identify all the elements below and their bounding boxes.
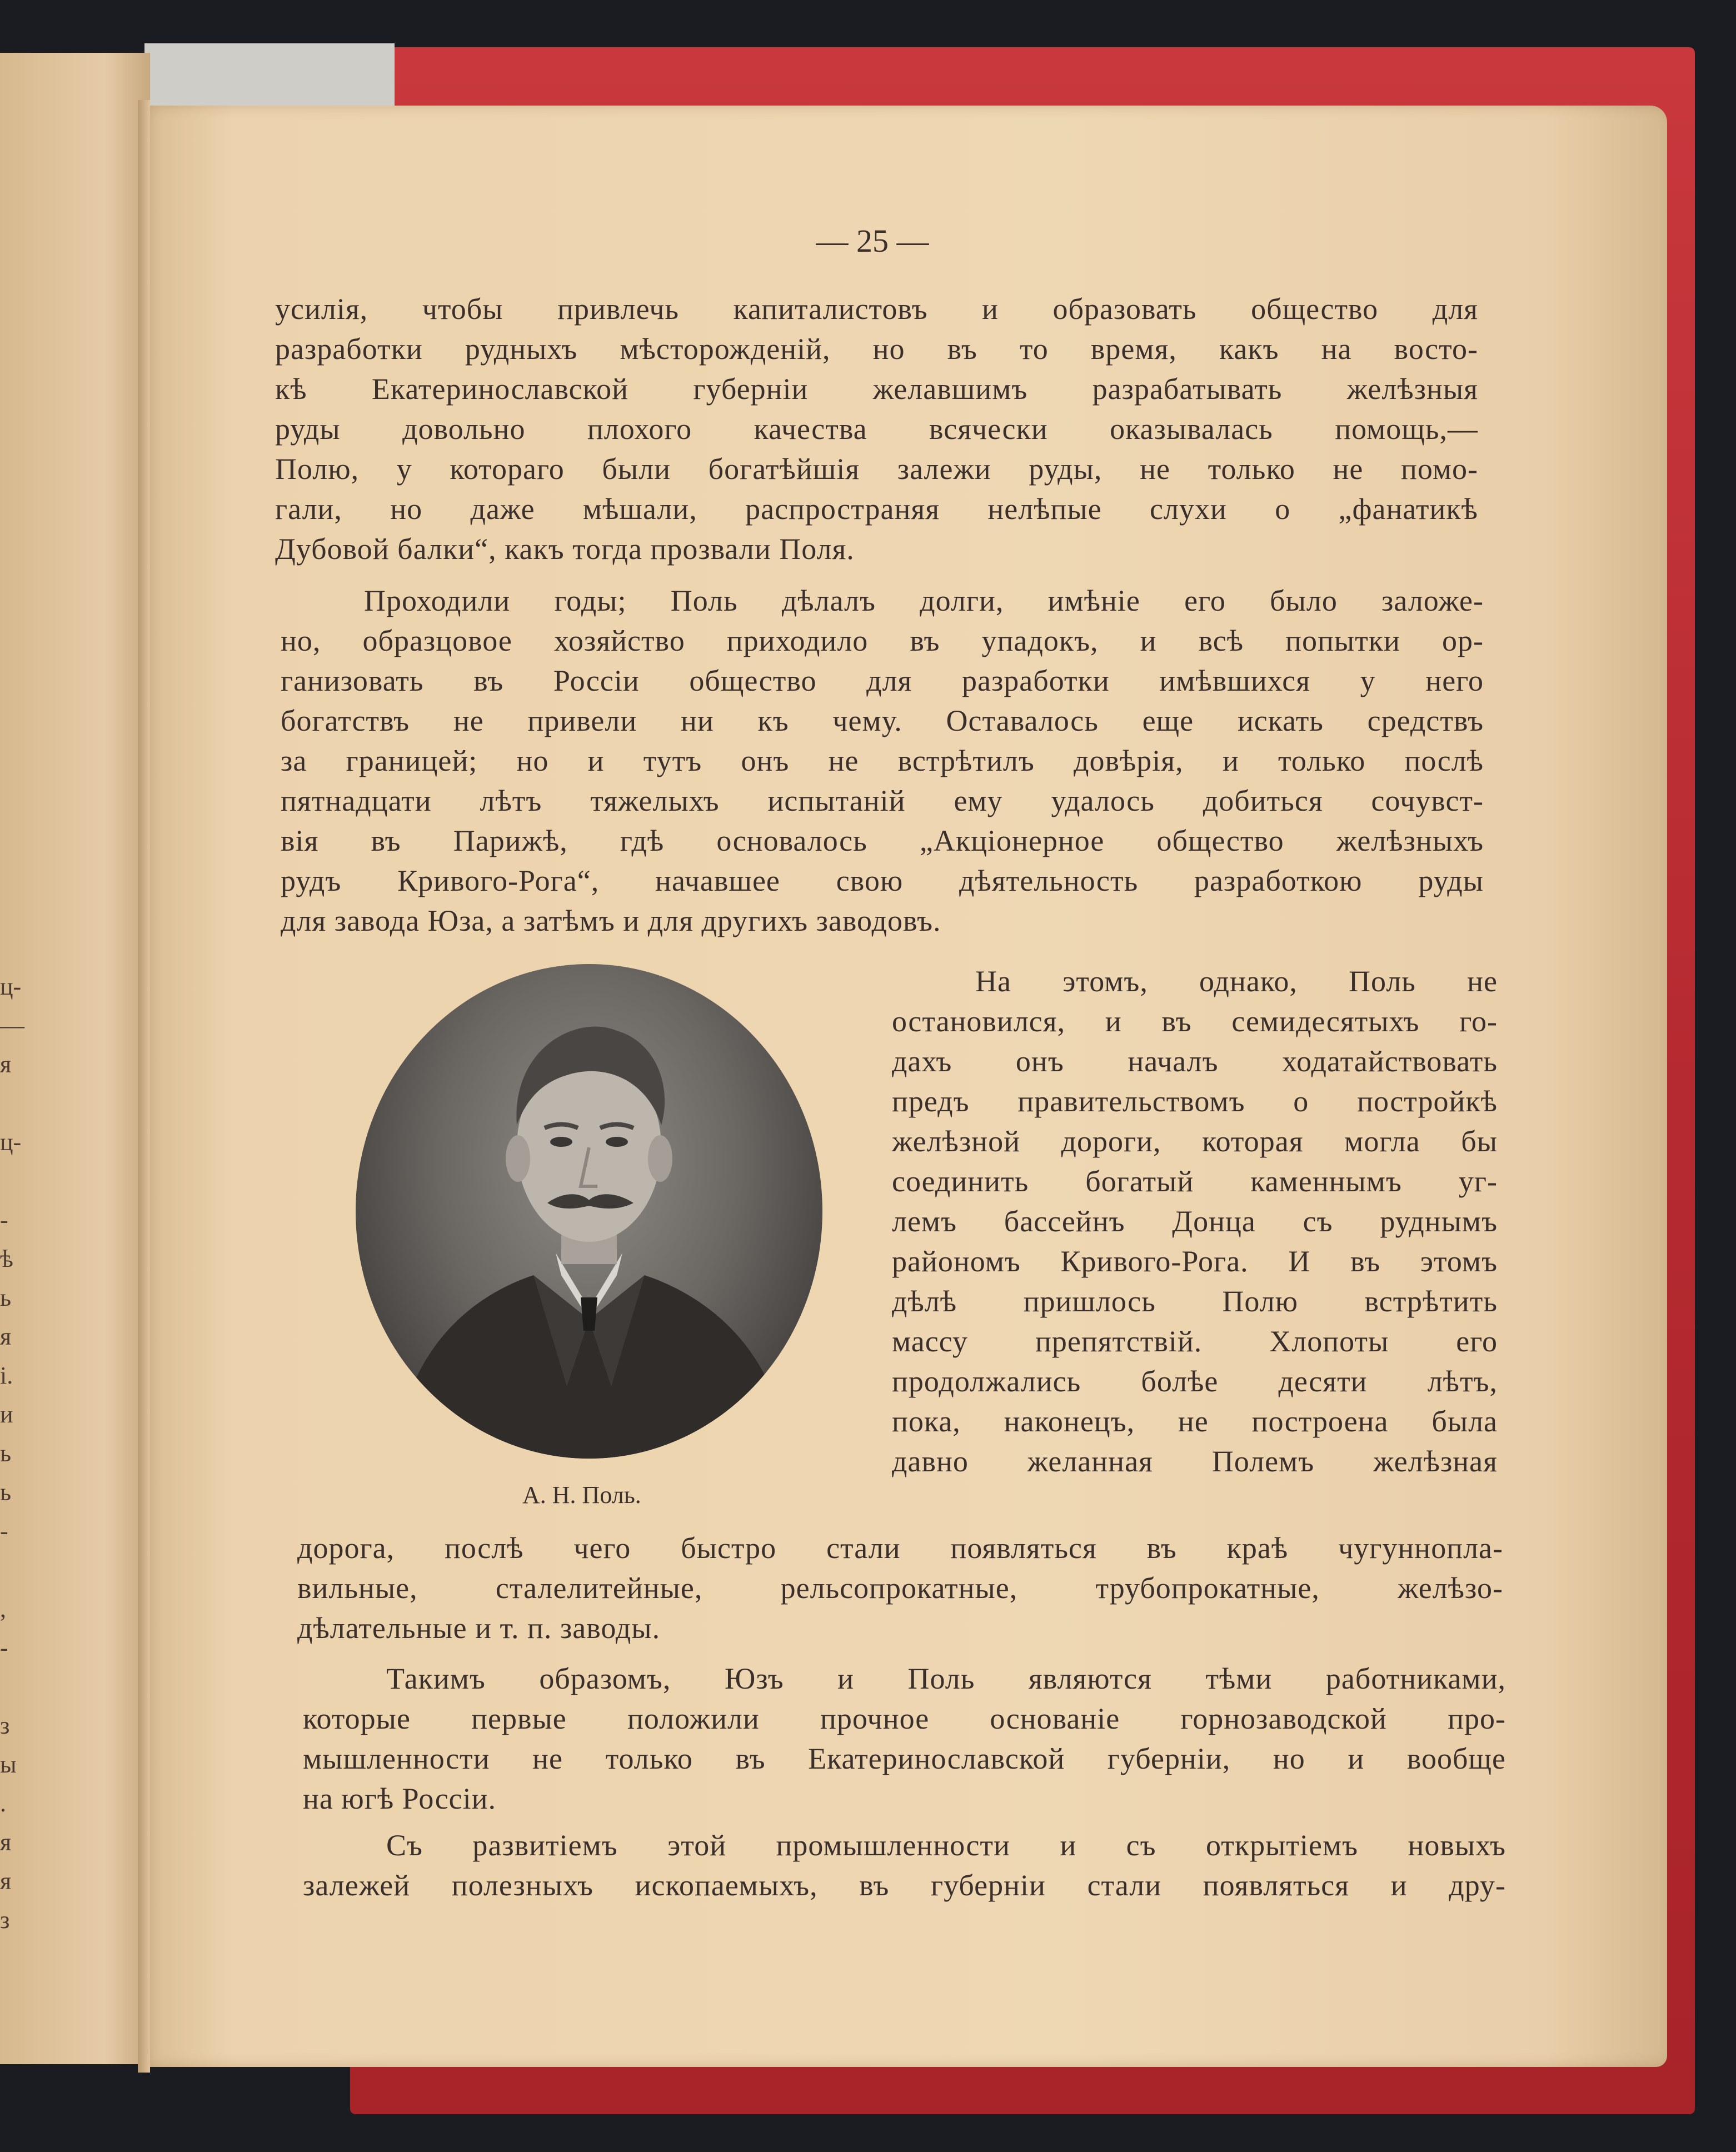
portrait-caption: А. Н. Поль.: [522, 1481, 641, 1509]
text-line: рудъ Кривого-Рога“, начавшее свою дѣятельность разработкою руды: [281, 864, 1484, 897]
left-page: [0, 53, 150, 2064]
text-line: На этомъ, однако, Поль не: [975, 965, 1498, 998]
paragraph-3-column: [892, 961, 1498, 1481]
portrait-photo: [356, 964, 822, 1459]
text-line: дѣлательные и т. п. заводы.: [297, 1611, 661, 1645]
left-margin-fragment: ,: [0, 1595, 6, 1622]
left-margin-fragment: .: [0, 1790, 6, 1817]
left-margin-fragment: я: [0, 1051, 12, 1078]
left-margin-fragment: з: [0, 1712, 10, 1739]
text-line: Съ развитіемъ этой промышленности и съ открытіемъ новыхъ: [386, 1829, 1506, 1862]
left-margin-fragment: ы: [0, 1751, 17, 1778]
left-margin-fragment: я: [0, 1868, 12, 1895]
text-line: массу препятствій. Хлопоты его: [892, 1325, 1498, 1358]
text-line: соединить богатый каменнымъ уг-: [892, 1165, 1498, 1198]
left-margin-fragment: і.: [0, 1362, 13, 1389]
text-line: богатствъ не привели ни къ чему. Оставалось еще искать средствъ: [281, 704, 1484, 737]
left-margin-fragment: —: [0, 1012, 24, 1039]
text-line: Такимъ образомъ, Юзъ и Поль являются тѣми работниками,: [386, 1662, 1506, 1695]
text-line: которые первые положили прочное основаніе горнозаводской про-: [303, 1702, 1506, 1735]
text-line: продолжались болѣе десяти лѣтъ,: [892, 1365, 1498, 1398]
text-line: ганизовать въ Россіи общество для разработки имѣвшихся у него: [281, 664, 1484, 697]
left-margin-fragment: ѣ: [0, 1245, 13, 1272]
text-line: давно желанная Полемъ желѣзная: [892, 1445, 1498, 1478]
text-line: мышленности не только въ Екатеринославской губерніи, но и вообще: [303, 1742, 1506, 1775]
text-line: разработки рудныхъ мѣсторожденій, но въ то время, какъ на восто-: [275, 332, 1478, 366]
left-margin-fragment: -: [0, 1206, 8, 1234]
left-margin-fragment: ь: [0, 1479, 12, 1506]
text-line: усилія, чтобы привлечь капиталистовъ и образовать общество для: [275, 292, 1478, 326]
text-line: пока, наконецъ, не построена была: [892, 1405, 1498, 1438]
book-cover-spine-grey: [144, 43, 395, 110]
left-margin-fragment: -: [0, 1634, 8, 1661]
left-margin-fragment: з: [0, 1906, 10, 1934]
paragraph-3-continuation: [297, 1528, 1503, 1648]
text-line: на югѣ Россіи.: [303, 1782, 497, 1815]
text-line: желѣзной дороги, которая могла бы: [892, 1125, 1498, 1158]
book-gutter: [138, 100, 150, 2073]
text-line: предъ правительствомъ о постройкѣ: [892, 1085, 1498, 1118]
left-margin-fragment: -: [0, 1517, 8, 1545]
text-line: Проходили годы; Поль дѣлалъ долги, имѣніе его было заложе-: [364, 584, 1484, 617]
left-margin-fragment: ь: [0, 1440, 12, 1467]
text-line: остановился, и въ семидесятыхъ го-: [892, 1005, 1498, 1038]
text-line: райономъ Кривого-Рога. И въ этомъ: [892, 1245, 1498, 1278]
text-line: гали, но даже мѣшали, распространяя нелѣпые слухи о „фанатикѣ: [275, 492, 1478, 526]
left-margin-fragment: ь: [0, 1284, 12, 1311]
paragraph-1: [275, 289, 1478, 569]
paragraph-2: [281, 581, 1484, 941]
left-margin-fragment: ц-: [0, 1129, 22, 1156]
text-line: вильные, сталелитейные, рельсопрокатные, трубопрокатные, желѣзо-: [297, 1571, 1503, 1605]
text-line: за границей; но и тутъ онъ не встрѣтилъ довѣрія, и только послѣ: [281, 744, 1484, 777]
paragraph-4: [303, 1659, 1506, 1819]
text-line: залежей полезныхъ ископаемыхъ, въ губерніи стали появляться и дру-: [303, 1869, 1506, 1902]
left-margin-fragment: я: [0, 1829, 12, 1856]
paragraph-5: [303, 1825, 1506, 1905]
text-line: Полю, у котораго были богатѣйшія залежи руды, не только не помо-: [275, 452, 1478, 486]
page-number: — 25 —: [816, 223, 929, 259]
portrait-illustration: [356, 964, 822, 1459]
text-line: вія въ Парижѣ, гдѣ основалось „Акціонерное общество желѣзныхъ: [281, 824, 1484, 857]
text-line: Дубовой балки“, какъ тогда прозвали Поля.: [275, 532, 855, 566]
text-line: для завода Юза, а затѣмъ и для другихъ заводовъ.: [281, 904, 941, 937]
text-line: но, образцовое хозяйство приходило въ упадокъ, и всѣ попытки ор-: [281, 624, 1484, 657]
text-line: пятнадцати лѣтъ тяжелыхъ испытаній ему удалось добиться сочувст-: [281, 784, 1484, 817]
text-line: дорога, послѣ чего быстро стали появляться въ краѣ чугуннопла-: [297, 1531, 1503, 1565]
text-line: дахъ онъ началъ ходатайствовать: [892, 1045, 1498, 1078]
text-line: кѣ Екатеринославской губерніи желавшимъ разрабатывать желѣзныя: [275, 372, 1478, 406]
text-line: дѣлѣ пришлось Полю встрѣтить: [892, 1285, 1498, 1318]
left-margin-fragment: и: [0, 1401, 13, 1428]
left-margin-fragment: ц-: [0, 973, 22, 1000]
text-line: лемъ бассейнъ Донца съ руднымъ: [892, 1205, 1498, 1238]
left-margin-fragment: я: [0, 1323, 12, 1350]
text-line: руды довольно плохого качества всячески оказывалась помощь,—: [275, 412, 1478, 446]
